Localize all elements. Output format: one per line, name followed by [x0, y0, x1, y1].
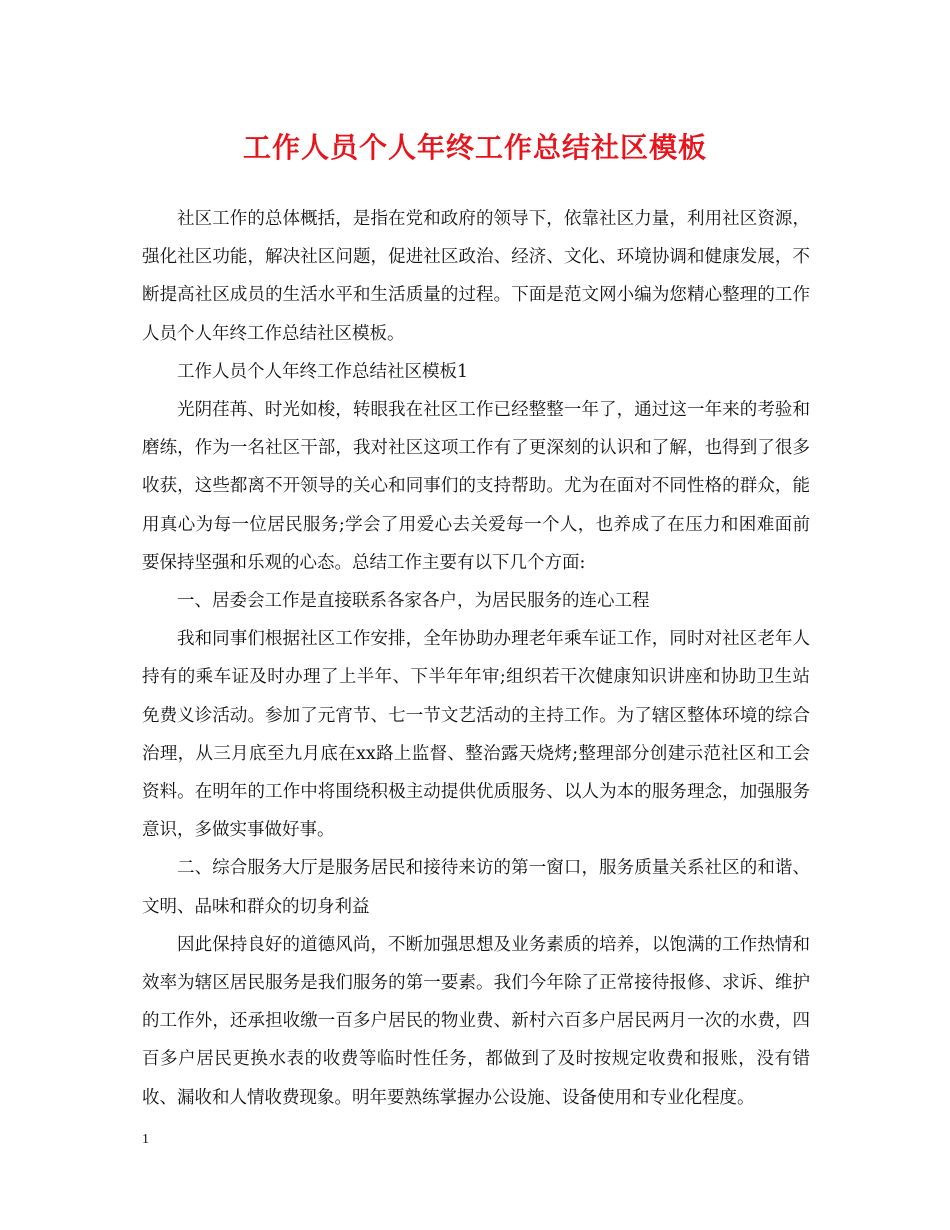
document-title: 工作人员个人年终工作总结社区模板	[242, 131, 707, 164]
paragraph-section-one-body: 我和同事们根据社区工作安排，全年协助办理老年乘车证工作，同时对社区老年人持有的乘车证及时办理了上半年、下半年年审;组织若干次健康知识讲座和协助卫生站免费义诊活动。参加了元宵节、七一节文艺活动的主持工作。为了辖区整体环境的综合治理，从三月底至九月底在xx路上监督、整治露天烧烤;整理部分创建示范社区和工会资料。在明年的工作中将围绕积极主动提供优质服务、以人为本的服务理念，加强服务意识，多做实事做好事。	[142, 629, 810, 841]
page-number: 1	[142, 1132, 149, 1147]
paragraph-section-one-heading: 一、居委会工作是直接联系各家各户，为居民服务的连心工程	[177, 591, 650, 612]
paragraph-section-two-body: 因此保持良好的道德风尚，不断加强思想及业务素质的培养，以饱满的工作热情和效率为辖区居民服务是我们服务的第一要素。我们今年除了正常接待报修、求诉、维护的工作外，还承担收缴一百多户居民的物业费、新村六百多户居民两月一次的水费，四百多户居民更换水表的收费等临时性任务，都做到了及时按规定收费和报账，没有错收、漏收和人情收费现象。明年要熟练掌握办公设施、设备使用和专业化程度。	[142, 934, 810, 1108]
document-body	[142, 200, 810, 1117]
paragraph-overview: 光阴荏苒、时光如梭，转眼我在社区工作已经整整一年了，通过这一年来的考验和磨练，作为一名社区干部，我对社区这项工作有了更深刻的认识和了解，也得到了很多收获，这些都离不开领导的关心和同事们的支持帮助。尤为在面对不同性格的群众，能用真心为每一位居民服务;学会了用爱心去关爱每一个人，也养成了在压力和困难面前要保持坚强和乐观的心态。总结工作主要有以下几个方面:	[142, 400, 810, 573]
paragraph-section-two-heading: 二、综合服务大厅是服务居民和接待来访的第一窗口，服务质量关系社区的和谐、文明、品味和群众的切身利益	[142, 858, 810, 917]
paragraph-template-heading: 工作人员个人年终工作总结社区模板1	[177, 361, 469, 382]
paragraph-intro: 社区工作的总体概括，是指在党和政府的领导下，依靠社区力量，利用社区资源，强化社区功能，解决社区问题，促进社区政治、经济、文化、环境协调和健康发展，不断提高社区成员的生活水平和生活质量的过程。下面是范文网小编为您精心整理的工作人员个人年终工作总结社区模板。	[142, 209, 810, 344]
